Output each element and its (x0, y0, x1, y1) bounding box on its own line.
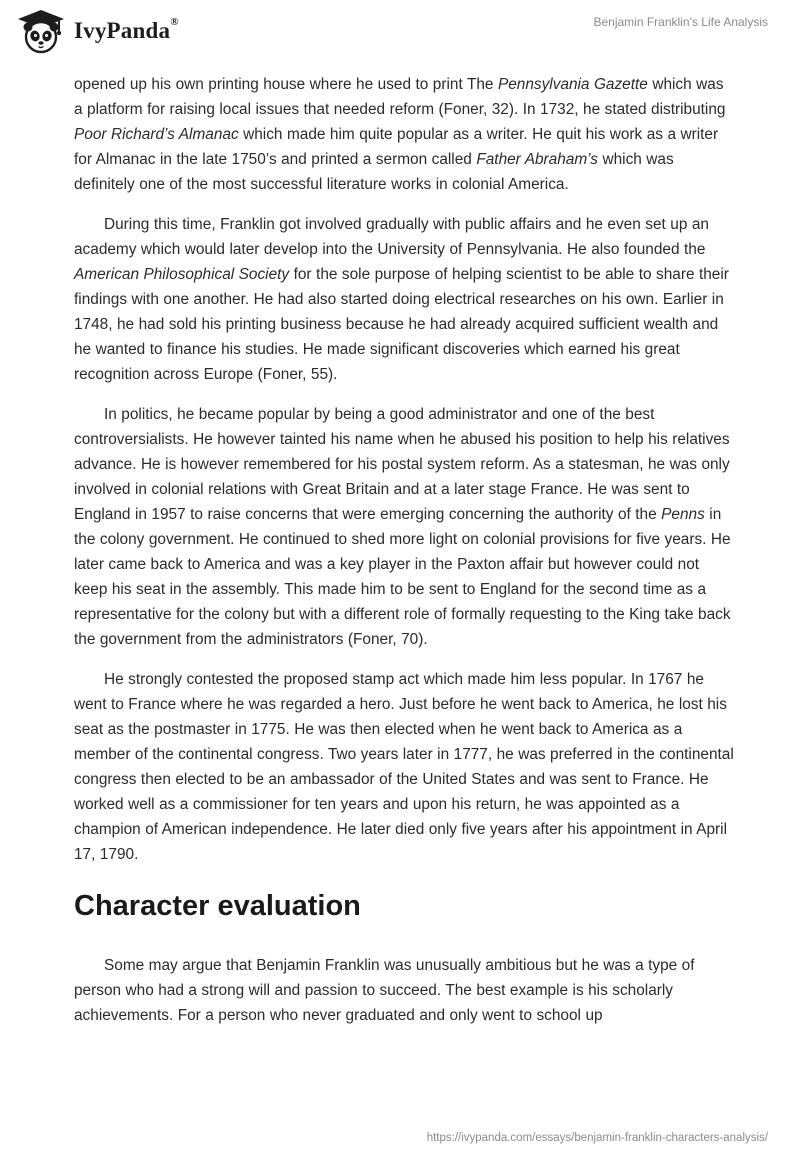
running-title: Benjamin Franklin’s Life Analysis (593, 15, 768, 29)
essay-paragraph: opened up his own printing house where he used to print The Pennsylvania Gazette which was a platform for raising local issues that needed reform (Foner, 32). In 1732, he stated distributing Poor Richard’s Almanac which made him quite popular as a writer. He quit his work as a writer for Almanac in the late 1750’s and printed a sermon called Father Abraham’s which was definitely one of the most successful literature works in colonial America. (74, 76, 726, 193)
essay-body (74, 72, 734, 1043)
italic-title: American Philosophical Society (74, 266, 290, 283)
section-heading: Character evaluation (74, 890, 361, 922)
essay-paragraph: Some may argue that Benjamin Franklin was unusually ambitious but he was a type of person who had a strong will and passion to succeed. The best example is his scholarly achievements. For a person who never graduated and only went to school up (74, 957, 695, 1024)
brand-name: IvyPanda® (74, 16, 179, 43)
page-header (0, 0, 800, 66)
source-url[interactable]: https://ivypanda.com/essays/benjamin-franklin-characters-analysis/ (426, 1132, 768, 1144)
essay-paragraph: He strongly contested the proposed stamp act which made him less popular. In 1767 he went to France where he was regarded a hero. Just before he went back to America, he lost his seat as the postmaster in 1775. He was then elected when he went back to America as a member of the continental congress. Two years later in 1777, he was preferred in the continental congress then elected to be an ambassador of the United States and was sent to France. He worked well as a commissioner for ten years and upon his return, he was appointed as a champion of American independence. He later died only five years after his appointment in April 17, 1790. (74, 671, 734, 863)
italic-title: Poor Richard’s Almanac (74, 126, 239, 143)
essay-paragraph: In politics, he became popular by being a good administrator and one of the best controversialists. He however tainted his name when he abused his position to help his relatives advance. He is however remembered for his postal system reform. As a statesman, he was only involved in colonial relations with Great Britain and at a later stage France. He was sent to England in 1957 to raise concerns that were emerging concerning the authority of the Penns in the colony government. He continued to shed more light on colonial provisions for five years. He later came back to America and was a key player in the Paxton affair but however could not keep his seat in the assembly. This made him to be sent to England for the second time as a representative for the colony but with a different role of formally requesting to the King take back the government from the administrators (Foner, 70). (74, 406, 731, 648)
panda-graduate-icon (14, 8, 68, 54)
italic-title: Father Abraham’s (476, 151, 598, 168)
essay-paragraph: During this time, Franklin got involved gradually with public affairs and he even set up an academy which would later develop into the University of Pennsylvania. He also founded the American Philosophical Society for the sole purpose of helping scientist to be able to share their findings with one another. He had also started doing electrical researches on his own. Earlier in 1748, he had sold his printing business because he had already acquired sufficient wealth and he wanted to finance his studies. He made significant discoveries which earned his great recognition across Europe (Foner, 55). (74, 216, 729, 383)
brand-logo[interactable] (14, 8, 179, 54)
registered-mark: ® (170, 16, 179, 28)
italic-title: Pennsylvania Gazette (497, 76, 648, 93)
italic-title: Penns (661, 506, 705, 523)
